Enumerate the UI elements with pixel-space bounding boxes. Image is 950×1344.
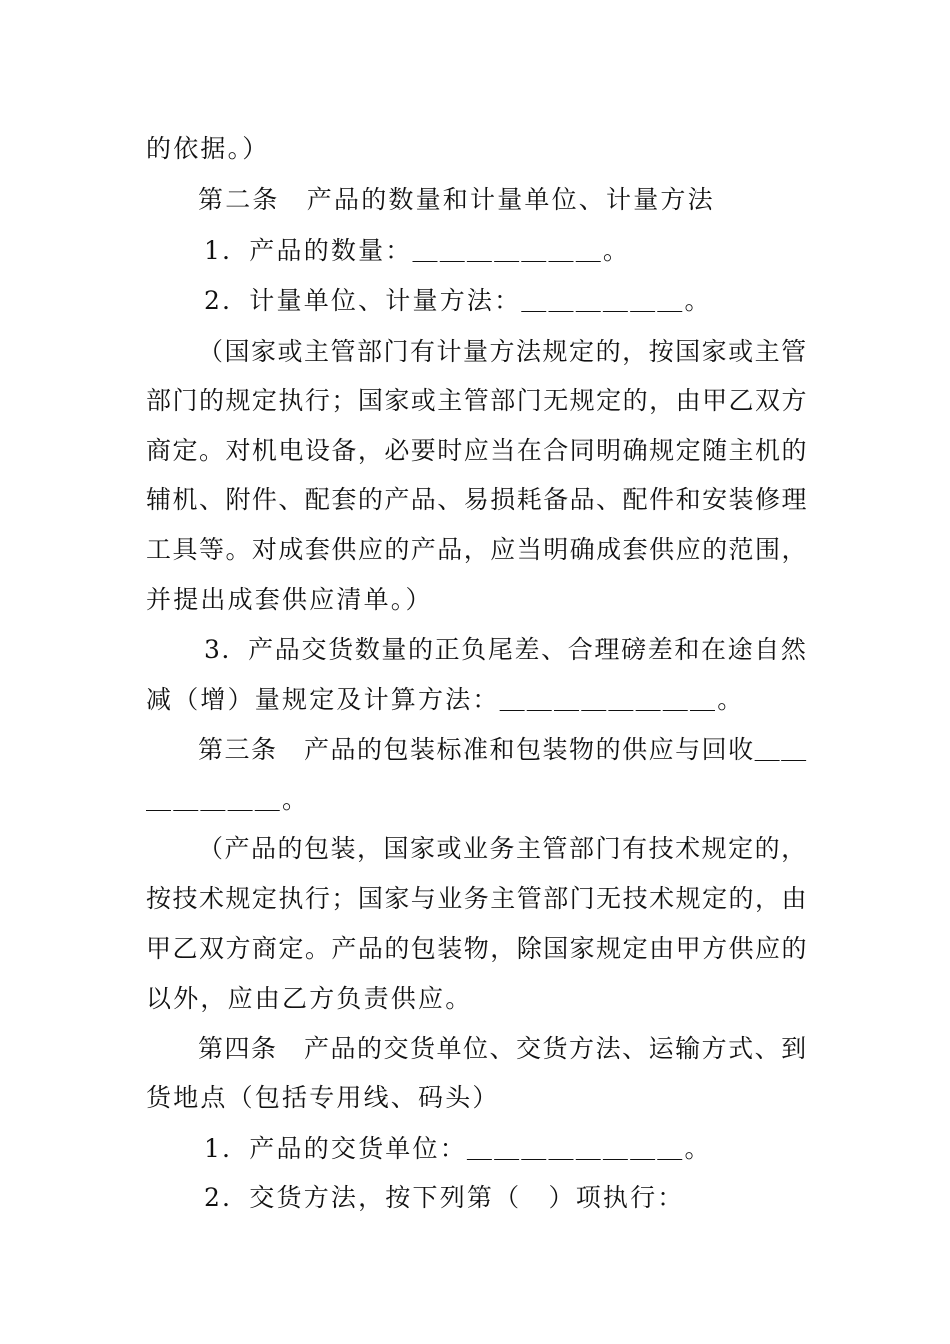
text-line: 甲乙双方商定。产品的包装物，除国家规定由甲方供应的	[146, 934, 809, 963]
text-line: （产品的包装，国家或业务主管部门有技术规定的，	[198, 834, 808, 863]
text-line: 按技术规定执行；国家与业务主管部门无技术规定的，由	[146, 884, 809, 913]
text-line: 辅机、附件、配套的产品、易损耗备品、配件和安装修理	[146, 485, 809, 514]
text-line: 2．计量单位、计量方法：＿＿＿＿＿＿。	[204, 286, 712, 315]
text-line: 以外，应由乙方负责供应。	[146, 984, 473, 1013]
text-line: 的依据。）	[146, 134, 270, 163]
text-line: 部门的规定执行；国家或主管部门无规定的，由甲乙双方	[146, 386, 809, 415]
text-line: 并提出成套供应清单。）	[146, 585, 433, 614]
text-line: 1．产品的数量：＿＿＿＿＿＿＿。	[204, 236, 631, 265]
text-line: ＿＿＿＿＿。	[146, 785, 310, 814]
text-line: 工具等。对成套供应的产品，应当明确成套供应的范围，	[146, 535, 809, 564]
article-heading: 第三条 产品的包装标准和包装物的供应与回收＿＿	[198, 735, 808, 764]
article-heading: 第二条 产品的数量和计量单位、计量方法	[198, 185, 715, 214]
text-line: 3．产品交货数量的正负尾差、合理磅差和在途自然	[204, 635, 808, 664]
text-line: 货地点（包括专用线、码头）	[146, 1083, 500, 1112]
text-line: 商定。对机电设备，必要时应当在合同明确规定随主机的	[146, 436, 809, 465]
text-line: 2．交货方法，按下列第（ ）项执行：	[204, 1183, 685, 1212]
text-line: 减（增）量规定及计算方法：＿＿＿＿＿＿＿＿。	[146, 685, 745, 714]
text-line: （国家或主管部门有计量方法规定的，按国家或主管	[198, 337, 808, 366]
text-line: 1．产品的交货单位：＿＿＿＿＿＿＿＿。	[204, 1134, 712, 1163]
article-heading: 第四条 产品的交货单位、交货方法、运输方式、到	[198, 1034, 808, 1063]
